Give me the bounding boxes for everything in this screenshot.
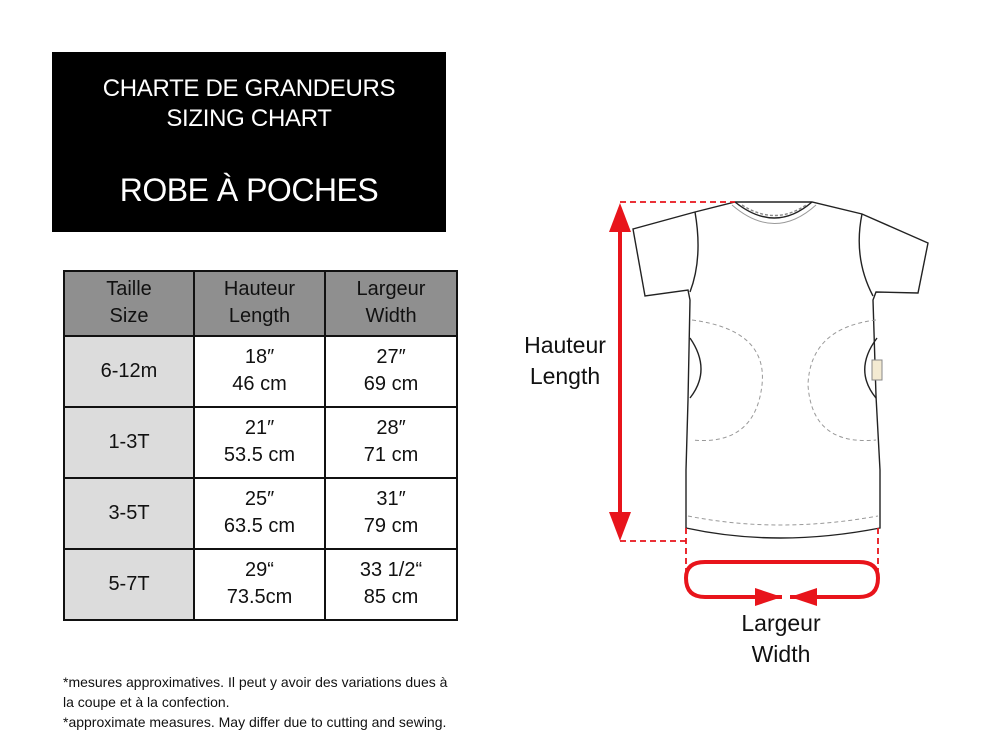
height-label [510,330,620,392]
length-cell: 25″ 63.5 cm [194,478,325,549]
header-size: Taille Size [64,271,194,336]
header-width: Largeur Width [325,271,457,336]
width-arrow-head-left [755,588,782,606]
length-cell: 18″ 46 cm [194,336,325,407]
size-cell: 3-5T [64,478,194,549]
footnote-en: *approximate measures. May differ due to cutting and sewing. [63,714,447,730]
length-cell: 29“ 73.5cm [194,549,325,620]
brand-tag-icon [872,360,882,380]
footnote-fr-line1: *mesures approximatives. Il peut y avoir des variations dues à [63,674,448,690]
width-cell: 28″ 71 cm [325,407,457,478]
header-length: Hauteur Length [194,271,325,336]
width-label-fr: Largeur [741,610,821,636]
size-cell: 1-3T [64,407,194,478]
width-cell: 31″ 79 cm [325,478,457,549]
height-arrow-head-top [609,203,631,232]
footnote-fr-line2: la coupe et à la confection. [63,694,230,710]
product-name: ROBE À POCHES [119,172,379,208]
width-arrow-head-right [790,588,817,606]
chart-title-en: SIZING CHART [166,105,332,132]
height-label-fr: Hauteur [524,332,606,358]
width-label [725,608,837,670]
chart-title-fr: CHARTE DE GRANDEURS [102,75,396,102]
size-cell: 6-12m [64,336,194,407]
width-cell: 33 1/2“ 85 cm [325,549,457,620]
height-arrow-head-bottom [609,512,631,541]
width-label-en: Width [751,641,811,667]
length-cell: 21″ 53.5 cm [194,407,325,478]
t-shirt-dress-icon [633,202,928,538]
width-arrow-loop [686,562,878,597]
size-cell: 5-7T [64,549,194,620]
height-label-en: Length [529,363,601,389]
garment-outline [633,202,928,538]
width-cell: 27″ 69 cm [325,336,457,407]
width-indicator [686,528,878,606]
